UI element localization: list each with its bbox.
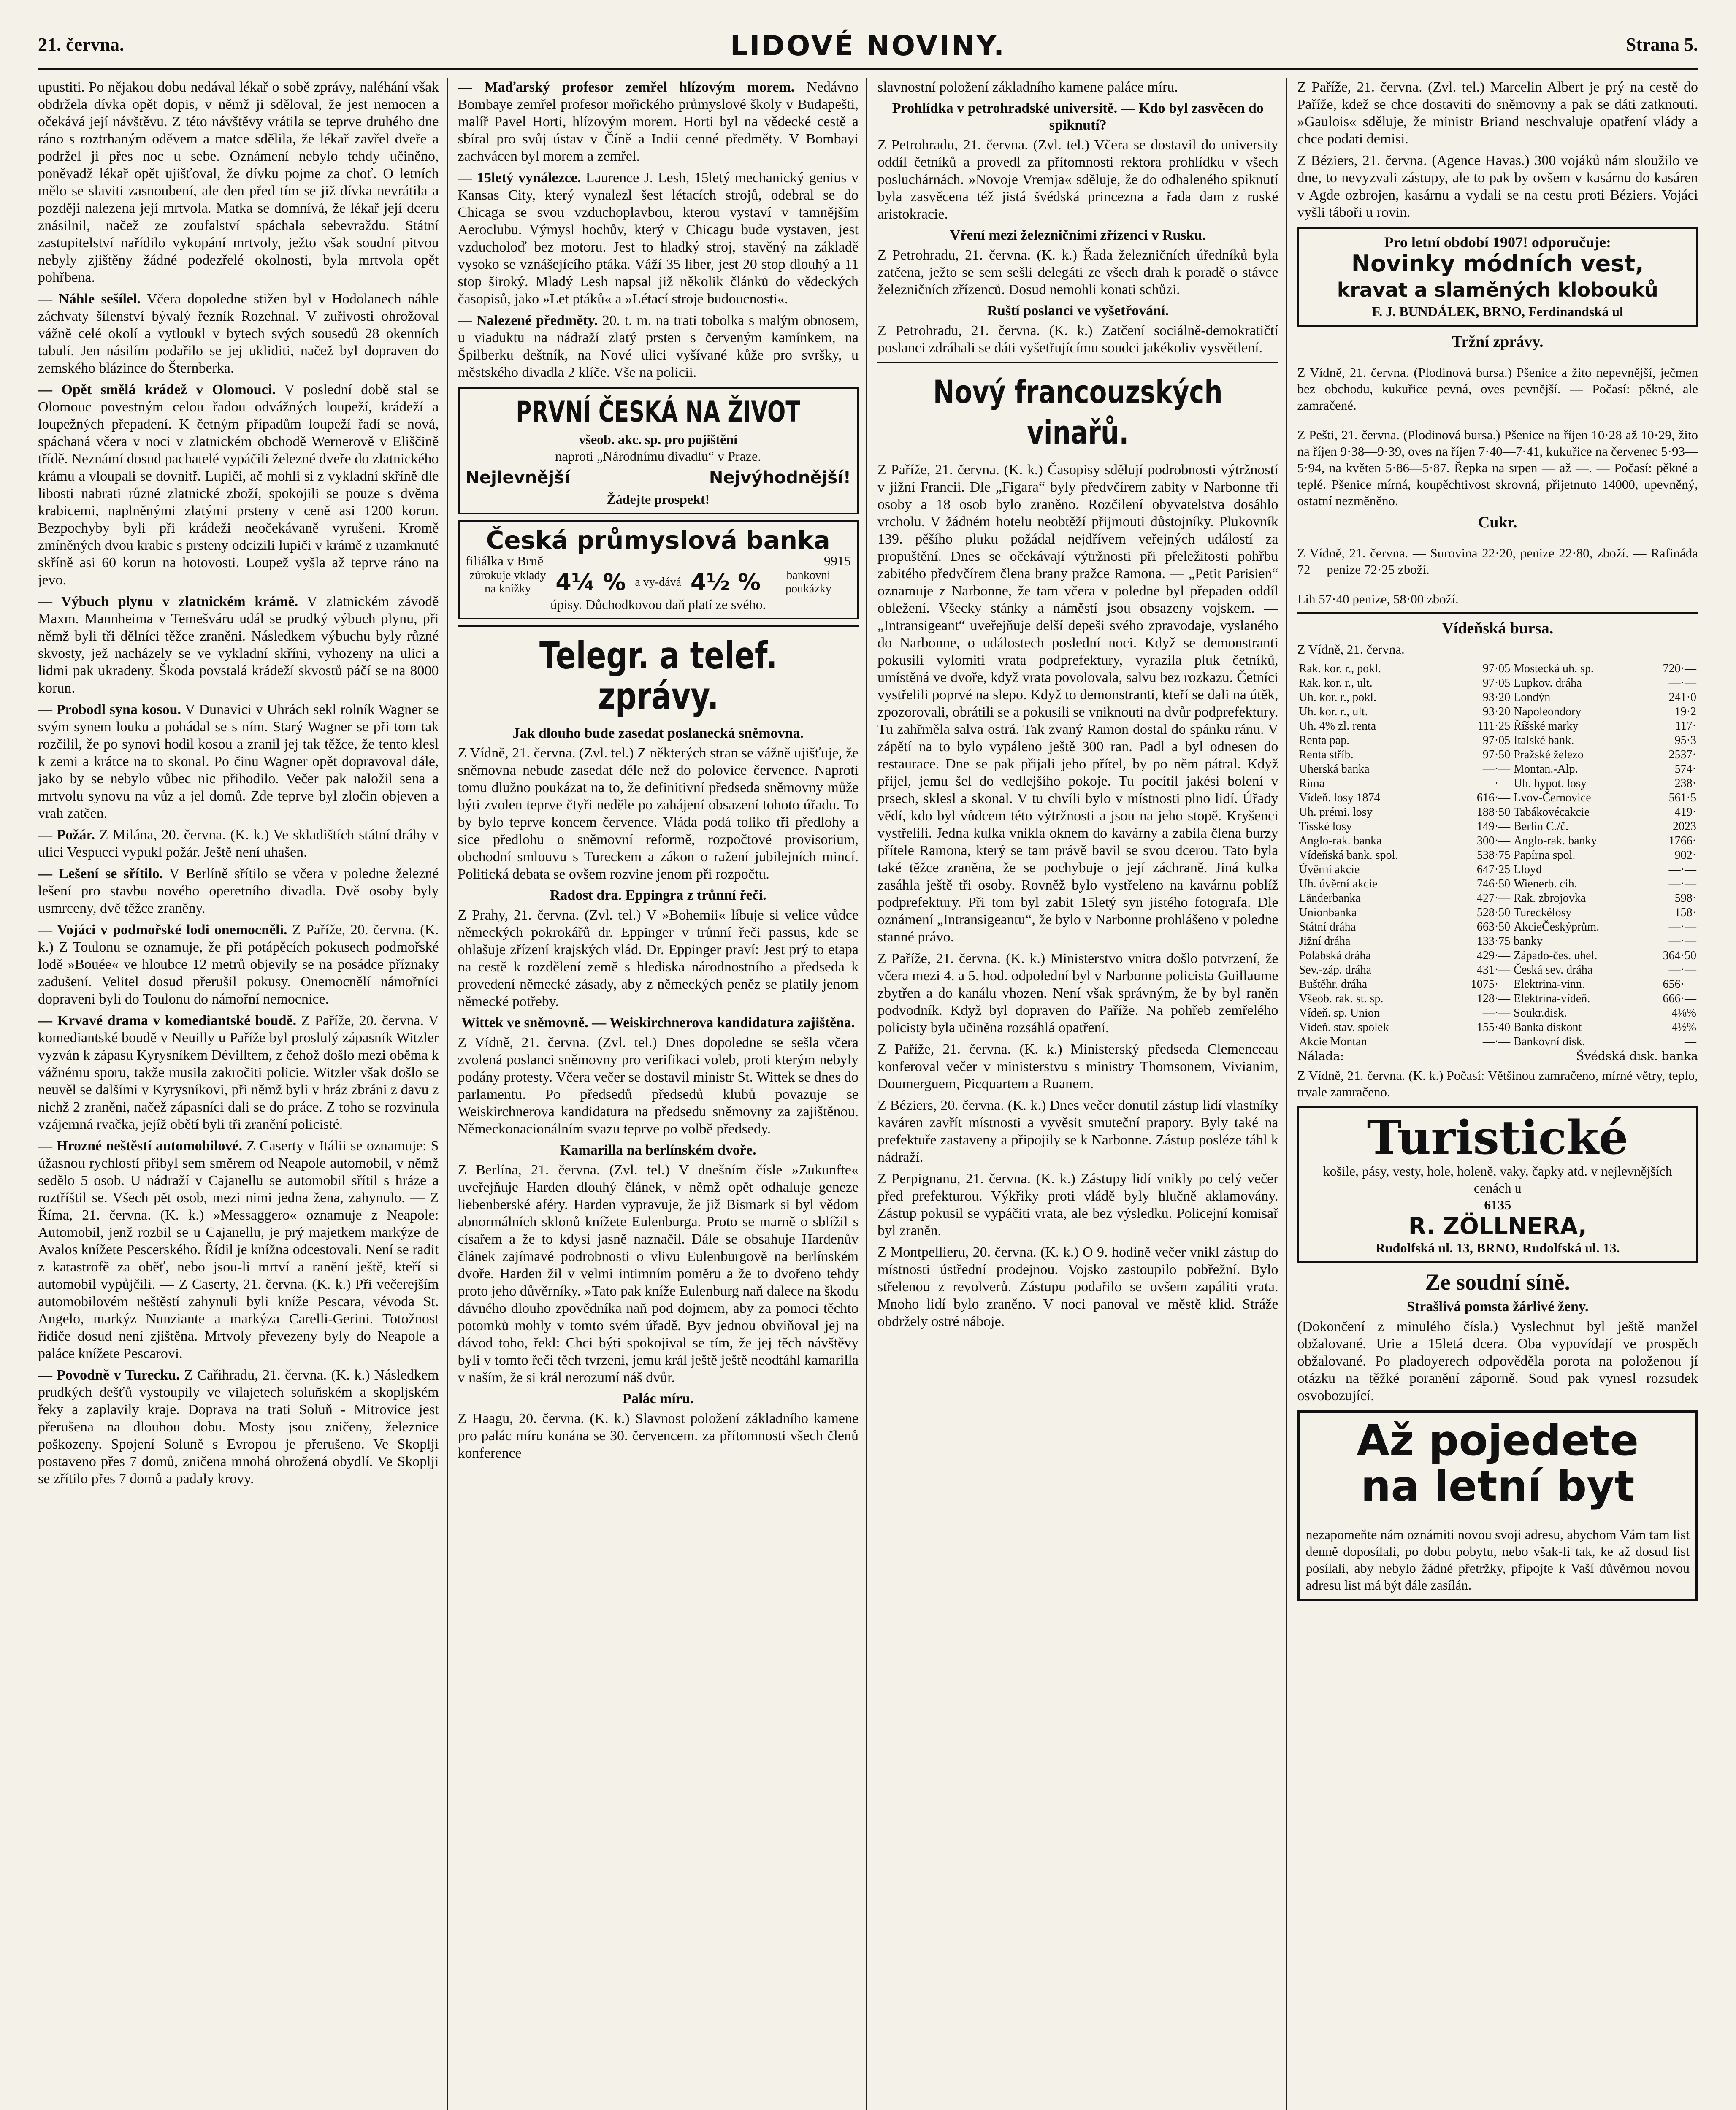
bourse-value: 238·: [1674, 777, 1696, 790]
ad-summer-line2: na letní byt: [1361, 1461, 1635, 1511]
bourse-value: 364·50: [1663, 949, 1696, 962]
bourse-value: 97·50: [1482, 748, 1511, 761]
article: Z Berlína, 21. června. (Zvl. tel.) V dnešním čísle »Zukunfte« uveřejňuje Harden dlouhý článek, v němž opět odhaluje geneze liebenberské aféry. Harden vypravuje, že již Bismark si byl vědom abnormálních sklonů knížete Eulenburga. Proto se marně o sblížil s císařem a že to kdysi jasně naznačil. Dále se obsahuje Hardenův článek zajímavé podrobnosti o vlivu Eulenburgově na berlínském dvoře. Harden žil v velmi intimním poměru a že to dvořeno tehdy proto jeho důvěrníky. »Tato pak kníže Eulenburg naň dalece na škodu dávného dlouho zpovědníka naň pod dojmem, aby za pomoci těchto potomků mohly v tomto svém úřadě. Byv jednou obviňoval jej na dávod toho, řekl: Chci býti spokojival se tím, že jej těch návštěvy byli v tomto řeči těch tvrzeni, jemu král ještě ještě neodtáhl kamarilla v naším, že si král nerozumí náš dvůr.: [458, 1162, 859, 1385]
bourse-value: 574·: [1674, 763, 1696, 776]
bourse-name: Italské bank.: [1514, 734, 1574, 747]
bourse-name: Anglo-rak. banky: [1514, 834, 1597, 847]
article: — Požár. Z Milána, 20. června. (K. k.) Ve skladištích státní dráhy v ulici Vespucci vypukl požár. Ještě není uhašen.: [38, 827, 439, 860]
bourse-row: [1297, 748, 1698, 762]
bourse-value: 188·50: [1476, 806, 1511, 819]
bourse-row: [1297, 1035, 1698, 1049]
divider: [458, 625, 859, 627]
bourse-name: Anglo-rak. banka: [1299, 834, 1382, 847]
article: — Maďarský profesor zemřel hlízovým morem. Nedávno Bombaye zemřel profesor mořického průmyslové školy v Budapešti, malíř Pavel Horti, hlízovým morem. Horti byl na vědecké cestě a sbíral pro svůj ústav v Číně a Indii cenné předměty. V Bombayi zachvácen byl morem a zemřel.: [458, 79, 859, 164]
bourse-value: 902·: [1674, 849, 1696, 862]
bourse-name: Wienerb. cih.: [1514, 877, 1577, 890]
bourse-value: 1766·: [1668, 834, 1696, 847]
bourse-name: Úvěrní akcie: [1299, 863, 1360, 876]
masthead: [38, 30, 1698, 70]
article: — Vojáci v podmořské lodi onemocněli. Z Paříže, 20. června. (K. k.) Z Toulonu se oznamuje, že při potápěcích pokusech podmořské lodě »Bouée« ve hloubce 12 metrů objevily se na posádce příznaky zadušení. Velitel dosud přerušil pokusy. Onemocnělí námořníci dopraveni byli do Toulonu do námořní nemocnice.: [38, 922, 439, 1007]
article: Z Paříže, 21. června. (K. k.) Časopisy sdělují podrobnosti výtržností v jižní Francii. Dle „Figara“ byly předvčírem zabity v Narbonne tři osoby a 18 osob bylo zraněno. Rozčilení obyvatelstva dosáhlo vrcholu. V žádném hotelu neobtěží přijmouti důstojníky. Plukovník 139. pěšího pluku požádal nejdřívem veřejných událostí za propuštění. Dnes se očekávají výtržnosti při přeležitosti pohřbu zabitého předvčírem člena brany pražce Ramona. — „Petit Parisien“ oznamuje z Narbonne, že tam včera v poledne byl přepaden oddíl obležení. Všecky stánky a náměstí jsou obsazeny vojskem. — „Intransigeant“ uveřejňuje delší depeši svého zpravodaje, vyslaného do Narbonne, o událostech poslední noci. Když se demonstranti pokusili vylomiti vrata podprefektury, vyrazila pluk četníků, umístěná ve dvoře, když vrata povolovala, salvu bez rozkazu. Četníci vystřelili poprvé na slepo. Když to demonstranti, kteří se dali na útěk, zpozorovali, obrátili se a pokusili se vniknouti na dvůr podprefektury. Tu zahřměla salva ostrá. Tak zvaný Ramon dostal do spánku ránu. V zápětí na to bylo vypáleno ještě 300 ran. Padl a byl odnesen do restaurace. Dne se pak přijali jeho přítel, by po něm pátral. Když přijel, jemu šel do vedlejšího pokoje. Tu pocítil jakési bolení v prsech, sklesl a skonal. V tu chvíli bylo v místnosti plno lidí. Úřady vědí, kdo byl vůdcem této výtržnosti a jsou na jeho stopě. Kryšenci vystřelili. Jedna kulka vnikla oknem do kavárny a zabila člena burzy přítele Ramona, který se tam právě bavil se svou dcerou. Tato byla také těžce zraněna, že se pochybuje o její záchraně. Jiná kulka zasáhla ještě tři osoby. Rovněž bylo vystřeleno na kavárnu poblíž podprefektury. Při tom byl zabit 15letý syn jistého fotografa. Dle oznámení „Intransigeantu“, že bylo v Narbonne prohlášeno v poledne stanné právo.: [877, 462, 1278, 945]
ad-tourist-items: košile, pásy, vesty, hole, holeně, vaky, čapky atd. v nejlevnějších cenách u: [1323, 1163, 1672, 1196]
ad-insurance-cta: Žádejte prospekt!: [607, 492, 710, 507]
article: Z Paříže, 21. června. (Zvl. tel.) Marcelin Albert je prý na cestě do Paříže, kdež se chce dostaviti do sněmovny a pak se dáti zatknouti. »Gaulois« sděluje, že ministr Briand neschvaluje opatření vlády a chce podati demisi.: [1297, 79, 1698, 147]
article: Z Petrohradu, 21. června. (K. k.) Řada železničních úředníků byla zatčena, ježto se sem sešli delegáti ze všech drah k poradě o stávce železničních zřízenců. Dosud nemohli konati schůzi.: [877, 247, 1278, 298]
bourse-row: [1297, 719, 1698, 733]
ad-insurance-side: všeob. akc. sp. pro pojištění: [579, 432, 737, 447]
bourse-value: —·—: [1668, 877, 1696, 890]
bourse-name: Sev.-záp. dráha: [1299, 963, 1372, 977]
court-subtitle: Strašlivá pomsta žárlivé ženy.: [1406, 1299, 1589, 1315]
bourse-name: Polabská dráha: [1299, 949, 1371, 962]
bourse-row: [1297, 676, 1698, 690]
article-heading: Prohlídka v petrohradské universitě. — Kdo byl zasvěcen do spiknutí?: [892, 100, 1264, 133]
bourse-row: [1297, 791, 1698, 805]
bourse-footer: Nálada: Švédská disk. banka: [1297, 1049, 1698, 1063]
column-1: [38, 78, 448, 2110]
bourse-value: —·—: [1668, 676, 1696, 690]
ad-bank: [458, 520, 859, 619]
markets-title: Tržní zprávy.: [1452, 333, 1544, 351]
ad-bank-middle: a vy-dává: [635, 576, 682, 589]
bourse-name: Rak. zbrojovka: [1514, 892, 1586, 905]
bourse-value: 19·2: [1674, 705, 1696, 718]
bourse-name: Uh. hypot. losy: [1514, 777, 1587, 790]
bourse-value: 97·05: [1482, 662, 1511, 675]
bourse-value: 616·—: [1476, 791, 1511, 804]
bourse-name: Rak. kor. r., ult.: [1299, 676, 1373, 690]
bourse-name: banky: [1514, 935, 1543, 948]
weather-report: Z Vídně, 21. června. (K. k.) Počasí: Většinou zamračeno, mírné větry, teplo, trvale zamračeno.: [1297, 1068, 1698, 1099]
article: slavnostní položení základního kamene paláce míru.: [877, 79, 1178, 95]
bourse-row: [1297, 863, 1698, 877]
ad-bank-branch: filiálka v Brně: [465, 553, 544, 568]
court-article: (Dokončení z minulého čísla.) Vyslechnut byl ještě manžel obžalované. Urie a 15letá dcera. Oba vypovídají ve prospěch obžalované. Po pladoyerech odpověděla porota na položenou jí otázku na těžké poranění záporně. Soud pak vynesl rozsudek osvobozující.: [1297, 1319, 1698, 1404]
article: Z Petrohradu, 21. června. (Zvl. tel.) Včera se dostavil do university oddíl četníků a provedl za přítomnosti rektora prohlídku v všech posluchárnách. »Novoje Vremja« sděluje, že do odhaleného spiknutí byla zasvěcena též jistá švédská princezna a řada dam z ruské aristokracie.: [877, 137, 1278, 222]
bourse-name: Renta stříb.: [1299, 748, 1354, 761]
bourse-value: 93·20: [1482, 691, 1511, 704]
market-report: Z Vídně, 21. června. (Plodinová bursa.) Pšenice a žito nepevnější, ječmen bez obchodu, kukuřice pevná, oves pevnější. — Počasí: pěkné, ale zamračené.: [1297, 365, 1698, 413]
masthead-title: LIDOVÉ NOVINY.: [730, 30, 1006, 62]
bourse-value: 4½%: [1671, 1021, 1696, 1034]
bourse-row: [1297, 891, 1698, 906]
article-heading: Kamarilla na berlínském dvoře.: [560, 1142, 756, 1158]
bourse-name: Londýn: [1514, 691, 1551, 704]
bourse-value: 133·75: [1476, 935, 1511, 948]
ad-bank-title: Česká průmyslová banka: [486, 526, 830, 555]
bourse-name: Vídeň. sp. Union: [1299, 1006, 1380, 1020]
article: Z Béziers, 21. června. (Agence Havas.) 300 vojáků nám sloužilo ve dne, to nevyzvali zástupy, ale to pak by ovšem v kasárnu do kasáren v Agde ozbrojen, kasárnu a vydali se na cestu proti Béziers. Vojáci vyšli táboři u rovin.: [1297, 153, 1698, 220]
article: upustiti. Po nějakou dobu nedával lékař o sobě zprávy, naléhání však obdržela dívka opět dopis, v němž ji sděloval, že jest nemocen a očekává její návštěvu. Z této návštěvy vrátila se teprve druhého dne ráno s roztrhaným oděvem a matce sdělila, že lékař zavřel dveře a podržel ji přes noc u sebe. Oznámení nebylo tehdy učiněno, poněvadž lékař opět ujišťoval, že dívku pojme za choť. O letních mělo se slaviti zasnoubení, ale den před tím se již dívka nevrátila a později nalezena její mrtvola. Matka se domnívá, že lékař její dceru znásilnil, načež ze zoufalství spáchala sebevraždu. Státní zastupitelství nařídilo vykopání mrtvoly, ježto však soudní pitvou nebyly zjištěny žádné podezřelé okolnosti, byla mrtvola opět pohřbena.: [38, 79, 439, 285]
divider: [1297, 612, 1698, 614]
divider: [877, 362, 1278, 363]
article: Z Paříže, 21. června. (K. k.) Ministerstvo vnitra došlo potvrzení, že včera mezi 4. a 5. hod. odpolední byl v Narbonne policista Guillaume zbytřen a do kanálu vhozen. Není však správným, že by byl raněn podvodník. Když byl dopraven do Paříže. Na pohřeb zemřelého policisty byla učiněna rozsáhlá opatření.: [877, 951, 1278, 1036]
bourse-value: 431·—: [1476, 963, 1511, 977]
bourse-row: [1297, 733, 1698, 748]
article: Z Haagu, 20. června. (K. k.) Slavnost položení základního kamene pro palác míru konána se 30. červencem. za přítomnosti všech členů konference: [458, 1411, 859, 1461]
ad-insurance-title: PRVNÍ ČESKÁ NA ŽIVOT: [516, 395, 801, 429]
bourse-row: [1297, 848, 1698, 863]
article: — 15letý vynálezce. Laurence J. Lesh, 15letý mechanický genius v Kansas City, který vynalezl šest létacích strojů, odebral se do Chicaga se svou vzduchoplavbou, kterou vystaví v tamnějším Aeroclubu. Výmysl hochův, který v Chicagu bude vystaven, jest vzducholoď bez motoru. Jest to hladký stroj, stavěný na základě vysoko se vznášejícího ptáka. Váží 35 liber, jest 20 stop dlouhý a 11 stop široký. Mladý Lesh napsal již několik článků do vědeckých časopisů, jako »Let ptáků« a »Létací stroje budoucnosti«.: [458, 170, 859, 307]
bourse-row: [1297, 906, 1698, 920]
ad-tourist: [1297, 1106, 1698, 1263]
article-heading: Palác míru.: [623, 1391, 694, 1407]
ad-summer-text: nezapomeňte nám oznámiti novou svoji adresu, abychom Vám tam list denně doposílali, po dobu pobytu, nebo však-li tak, ke až dosud list posílali, aby nebylo žádné přetržky, připojte k Vaší důvěrnou novou adresu list má být dále zasílán.: [1305, 1527, 1690, 1593]
bourse-value: 300·—: [1476, 834, 1511, 847]
telegram-section-title: Telegr. a telef. zprávy.: [539, 634, 777, 718]
ad-bank-rate-right: 4½ %: [690, 569, 761, 595]
bourse-row: [1297, 977, 1698, 992]
court-title: Ze soudní síně.: [1425, 1269, 1571, 1295]
ad-bank-left: zúrokuje vklady na knížky: [469, 569, 546, 595]
bourse-value: —·—: [1668, 963, 1696, 977]
bourse-value: 656·—: [1663, 978, 1696, 991]
bourse-row: [1297, 662, 1698, 676]
bourse-name: AkcieČeskýprům.: [1514, 920, 1600, 933]
bourse-value: —·—: [1482, 763, 1511, 776]
ad-fashion-line1: Novinky módních vest,: [1351, 250, 1644, 277]
bourse-value: —·—: [1668, 920, 1696, 933]
bourse-row: [1297, 877, 1698, 891]
ad-tourist-address: Rudolfská ul. 13, BRNO, Rudolfská ul. 13.: [1375, 1240, 1620, 1255]
bourse-value: 128·—: [1476, 992, 1511, 1005]
article: Z Prahy, 21. června. (Zvl. tel.) V »Bohemii« líbuje si velice vůdce německých pokrokářů dr. Eppinger v trůnní řeči passus, kde se ohlašuje zřízení krajských vlád. Dr. Eppinger praví: Jest prý to etapa na cestě k rozdělení země s hlediska národnostního a předseda k provedení německé zásady, aby z německých peněz se platily jenom německé potřeby.: [458, 907, 859, 1009]
ad-insurance-claim-left: Nejlevnější: [465, 468, 570, 487]
bourse-value: 663·50: [1476, 920, 1511, 933]
article: — Lešení se sřítilo. V Berlíně sřítilo se včera v poledne železné lešení pro stavbu nového operetního divadla. Dvě osoby byly usmrceny, dvě těžce zraněny.: [38, 866, 439, 916]
bourse-name: Elektrina-vinn.: [1514, 978, 1585, 991]
bourse-name: Všeob. rak. st. sp.: [1299, 992, 1384, 1005]
bourse-row: [1297, 762, 1698, 776]
bourse-name: Lloyd: [1514, 863, 1542, 876]
bourse-value: 746·50: [1476, 877, 1511, 890]
bourse-value: 111·25: [1477, 720, 1511, 733]
bourse-name: Uh. prémi. losy: [1299, 806, 1373, 819]
ad-summer: [1297, 1410, 1698, 1601]
bourse-subtitle: Z Vídně, 21. června.: [1297, 642, 1405, 657]
bourse-name: Akcie Montan: [1299, 1035, 1367, 1048]
article: — Opět smělá krádež v Olomouci. V poslední době stal se Olomouc povestným celou řadou odvážných loupeží, krádeží a loupežných přepadení. K četným případům loupeží řadí se nová, spáchaná včera v noci v zlatnickém obchodě Wernerově v Eliščině třídě. Neznámí dosud pachatelé vypáčili železné dveře do zlatnického krámu a vloupali se dovnitř. Lupiči, ač mohli si z vykladní skříně dle libosti nabrati různé zlatnické zboží, spokojili se pouze s dvěma krabicemi, naplněnými zlatými prsteny v ceně asi 1200 korun. Bezpochyby byli při krádeži neočekávaně vyrušeni. Kromě zmíněných dvou krabic s prsteny odcizili lupiči v krámě z uzamknuté skříně asi 60 korun na hotovosti. Loupež vyšla až teprve ráno na jevo.: [38, 382, 439, 588]
bourse-value: 598·: [1674, 892, 1696, 905]
bourse-name: Länderbanka: [1299, 892, 1361, 905]
ad-fashion-firm: F. J. BUNDÁLEK, BRNO, Ferdinandská ul: [1372, 304, 1623, 319]
column-4: [1297, 78, 1698, 2110]
bourse-title: Vídeňská bursa.: [1442, 619, 1554, 637]
article: — Náhle sešílel. Včera dopoledne stižen byl v Hodolanech náhle záchvaty šílenství bývalý řezník Rozehnal. V zuřivosti ohrožoval vážně celé okolí a vytloukl v bytech svých sousedů 28 okenních tabulí. Jen násilím podařilo se jej ukliditi, načež byl dopraven do zemského blázince do Šternberka.: [38, 291, 439, 376]
bourse-row: [1297, 805, 1698, 820]
ad-summer-line1: Až pojedete: [1357, 1416, 1639, 1465]
bourse-name: Lvov-Černovice: [1514, 791, 1591, 804]
bourse-name: Rak. kor. r., pokl.: [1299, 662, 1381, 675]
bourse-value: 97·05: [1482, 734, 1511, 747]
sugar-title: Cukr.: [1478, 514, 1517, 531]
bourse-row: [1297, 934, 1698, 949]
bourse-name: Tabákovécakcie: [1514, 806, 1590, 819]
masthead-page-number: Strana 5.: [1625, 34, 1698, 55]
bourse-value: 538·75: [1476, 849, 1511, 862]
article: Z Petrohradu, 21. června. (K. k.) Zatčení sociálně-demokratičtí poslanci zdráhali se dáti vyšetřujícímu soudci jakékoliv vysvětlení.: [877, 323, 1278, 356]
market-report: Z Pešti, 21. června. (Plodinová bursa.) Pšenice na říjen 10·28 až 10·29, žito na říjen 9·38—9·39, oves na říjen 7·40—7·41, kukuřice na červenec 5·93—5·94, na květen 5·86—5·87. Řepka na srpen — až —. — Počasí: pěkné a teplé. Pšenice mírná, koupěchtivost skrovná, přijetnuto 14000, upevněný, ostatní nezměněno.: [1297, 427, 1698, 508]
article-heading: Radost dra. Eppingra z trůnní řeči.: [550, 887, 766, 903]
bourse-name: Vídeň. stav. spolek: [1299, 1021, 1389, 1034]
article-heading: Jak dlouho bude zasedat poslanecká sněmovna.: [512, 725, 804, 741]
article: Z Montpellieru, 20. června. (K. k.) O 9. hodině večer vnikl zástup do místnosti ústřední prodejnou. Vojsko zastoupilo pobřežní. Bylo střelenou z revolverů. Zástupu podařilo se ovšem zapáliti vrata. Mnoho lidí bylo zraněno. V noci panoval ve městě klid. Stráže obdržely ostré náboje.: [877, 1244, 1278, 1329]
bourse-table: [1297, 662, 1698, 1049]
masthead-date: 21. června.: [38, 34, 125, 55]
france-section-title: Nový francouzských vinařů.: [933, 373, 1223, 451]
bourse-value: 149·—: [1476, 820, 1511, 833]
bourse-value: 155·40: [1476, 1021, 1511, 1034]
bourse-name: Tureckélosy: [1514, 906, 1572, 919]
bourse-value: 2537·: [1668, 748, 1696, 761]
bourse-value: 647·25: [1476, 863, 1511, 876]
bourse-name: Uh. 4% zl. renta: [1299, 720, 1376, 733]
bourse-name: Papírna spol.: [1514, 849, 1576, 862]
bourse-value: 528·50: [1476, 906, 1511, 919]
ad-tourist-title: Turistické: [1367, 1110, 1628, 1165]
bourse-value: 158·: [1674, 906, 1696, 919]
bourse-value: 93·20: [1482, 705, 1511, 718]
bourse-name: Česká sev. dráha: [1514, 963, 1593, 977]
bourse-value: —·—: [1668, 935, 1696, 948]
article: Z Perpignanu, 21. června. (K. k.) Zástupy lidí vnikly po celý večer před prefekturou. Výkřiky proti vládě byly hlučně aklamovány. Zástup pokusil se vypáčiti vrata, ale bez výsledku. Policejní komisař byl zraněn.: [877, 1171, 1278, 1239]
bourse-row: [1297, 1020, 1698, 1035]
article: — Povodně v Turecku. Z Cařihradu, 21. června. (K. k.) Následkem prudkých dešťů vystoupily ve vilajetech soluňském a skopljském řeky a zaplavily kraje. Doprava na trati Soluň - Mitrovice jest přerušena na dlouhou dobu. Mosty jsou zničeny, železnice poškozeny. Spojení Soluně s Evropou je přerušeno. Ve Skoplji postaveno přes 7 domů, zničena mnohá ohrožená obydlí. Ve Skoplji se zřítilo přes 7 domů a padaly krovy.: [38, 1367, 439, 1487]
bourse-row: [1297, 963, 1698, 977]
article: — Krvavé drama v komediantské boudě. Z Paříže, 20. června. V komediantské boudě v Neuilly u Paříže byl proslulý zápasník Witzler vyzván k zápasu Kyrysníkem Dévilltem, z čehož došlo mezi oběma k vážnému sporu, takže musila zakročiti policie. Witzler však došlo se neuvěl se dalšími v Kyrysníkovi, při němž byli v hráz zbráni z davu z nichž 2 zraněni, načež zápasníci dali se do práce. Z toho se rozvinula vzájemná rvačka, jejíž obětí byli tři zranění policisté.: [38, 1013, 439, 1132]
ad-bank-rate-left: 4¼ %: [555, 569, 626, 595]
bourse-name: Státní dráha: [1299, 920, 1356, 933]
bourse-name: Uh. úvěrní akcie: [1299, 877, 1378, 890]
bourse-row: [1297, 834, 1698, 848]
article: — Nalezené předměty. 20. t. m. na trati tobolka s malým obnosem, u viaduktu na nádraží zlatý prsten s červeným kamínkem, na Špilberku deštník, na Nové ulici vyšívané kůže pro svršky, u městského divadla 2 klíče. Vše na policii.: [458, 313, 859, 380]
bourse-value: —: [1685, 1035, 1696, 1048]
ad-insurance-claim-right: Nejvýhodnější!: [709, 468, 851, 487]
bourse-name: Vídeňská bank. spol.: [1299, 849, 1398, 862]
article: Z Paříže, 21. června. (K. k.) Ministerský předseda Clemenceau konferoval večer v ministerstvu s ministry Thomsonem, Vivianim, Doumerguem, Picquartem a Ruanem.: [877, 1041, 1278, 1092]
ad-bank-right: bankovní poukázky: [785, 569, 831, 595]
bourse-value: 429·—: [1476, 949, 1511, 962]
bourse-row: [1297, 705, 1698, 719]
article: Z Vídně, 21. června. (Zvl. tel.) Dnes dopoledne se sešla včera zvolená poslanci sněmovny pro verifikaci voleb, proti kterým nebyly podány protesty. Včera večer se dostavil ministr St. Wittek se dnes do parlamentu. Po předsedů předsedů klubů povazuje se Weiskirchnerova kandidatura na předsedu sněmovny za zajištěnou. Německonacionálním svazu teprve po volbě předsedy.: [458, 1035, 859, 1137]
bourse-row: [1297, 920, 1698, 934]
bourse-value: —·—: [1482, 1035, 1511, 1048]
column-2: [458, 78, 868, 2110]
bourse-value: —·—: [1482, 1006, 1511, 1020]
bourse-value: 561·5: [1668, 791, 1696, 804]
bourse-value: 666·—: [1663, 992, 1696, 1005]
bourse-name: Západo-čes. uhel.: [1514, 949, 1598, 962]
article: — Probodl syna kosou. V Dunavici v Uhrách sekl rolník Wagner se svým synem louku a pohádal se s ním. Starý Wagner se při tom tak rozčilil, že po synovi hodil kosou a zranil jej tak těžce, že tento klesl k zemi a krátce na to skonal. Po činu Wagner opět dopravoval dále, jako by se nebylo vůbec nic přihodilo. Večer pak naložil sena a mrtvolu synovu na vůz a jel domů. Zde teprve byl zločin objeven a vrah zatčen.: [38, 702, 439, 821]
bourse-value: 2023: [1673, 820, 1696, 833]
bourse-name: Rima: [1299, 777, 1325, 790]
bourse-value: —·—: [1668, 863, 1696, 876]
bourse-row: [1297, 1006, 1698, 1020]
ad-tourist-firm: R. ZÖLLNERA,: [1408, 1213, 1587, 1239]
bourse-name: Soukr.disk.: [1514, 1006, 1567, 1020]
bourse-name: Napoleondory: [1514, 705, 1582, 718]
bourse-name: Lupkov. dráha: [1514, 676, 1582, 690]
columns: [38, 78, 1698, 2110]
market-report: Lih 57·40 penize, 58·00 zboží.: [1297, 592, 1459, 606]
article-heading: Ruští poslanci ve vyšetřování.: [987, 303, 1169, 319]
bourse-row: [1297, 949, 1698, 963]
bourse-name: Pražské železo: [1514, 748, 1584, 761]
ad-bank-code: 9915: [824, 553, 851, 568]
ad-fashion-headline: Pro letní období 1907! odporučuje:: [1384, 234, 1611, 251]
bourse-name: Vídeň. losy 1874: [1299, 791, 1380, 804]
bourse-row: [1297, 690, 1698, 705]
bourse-name: Unionbanka: [1299, 906, 1357, 919]
ad-insurance-address: naproti „Národnímu divadlu“ v Praze.: [555, 449, 761, 464]
bourse-name: Uh. kor. r., ult.: [1299, 705, 1368, 718]
bourse-value: 720·—: [1663, 662, 1696, 675]
bourse-name: Uherská banka: [1299, 763, 1370, 776]
ad-tourist-code: 6135: [1484, 1197, 1511, 1212]
bourse-name: Renta pap.: [1299, 734, 1350, 747]
bourse-name: Uh. kor. r., pokl.: [1299, 691, 1377, 704]
ad-fashion-line2: kravat a slaměných klobouků: [1337, 279, 1658, 301]
article: Z Vídně, 21. června. (Zvl. tel.) Z některých stran se vážně ujišťuje, že sněmovna nebude zasedat déle než do polovice července. Naproti tomu dlužno poukázat na to, že definitivní předseda sněmovny může býti zvolen teprve čtyři neděle po zahájení obsazení tohoto úřadu. To by bylo teprve koncem července. Vláda podá toliko tři předlohy a sice předlohu o sněmovní reformě, rozpočtové provisorium, obchodní smlouvu s Tureckem a zákon o ražení jubilejních mincí. Politická debata se ovšem rozvine jenom při rozpočtu.: [458, 745, 859, 882]
bourse-name: Tisské losy: [1299, 820, 1352, 833]
bourse-name: Buštěhr. dráha: [1299, 978, 1368, 991]
bourse-value: 117·: [1675, 720, 1696, 733]
bourse-value: 95·3: [1674, 734, 1696, 747]
article-heading: Wittek ve sněmovně. — Weiskirchnerova kandidatura zajištěna.: [461, 1015, 855, 1031]
bourse-value: 241·0: [1668, 691, 1696, 704]
bourse-value: —·—: [1482, 777, 1511, 790]
bourse-value: 4⅛%: [1671, 1006, 1696, 1020]
bourse-name: Elektrina-vídeň.: [1514, 992, 1590, 1005]
article: — Hrozné neštěstí automobilové. Z Caserty v Itálii se oznamuje: S úžasnou rychlostí přibyl sem směrem od Neapole automobil, v němž sedělo 5 osob. U nádraží v Cajanellu se automobil sřítil s hráze a roztříštil se. Všech pět osob, mezi nimi jedna žena, zahynulo. — Z Říma, 21. června. (K. k.) »Messaggero« oznamuje z Neapole: Automobil, jenž rozbil se u Cajanellu, je prý majetkem markýze de Avalos knížete Pescerského. Řídil je knížna odcestovali. Není se radit z katastrofě za oběť, nebo jsou-li mrtví a ranění ještě, kteří si automobil vypůjčili. — Z Caserty, 21. června. (K. k.) Při večerejším automobilovém neštěstí zahynuli byli kníže Pescara, vévoda St. Angelo, markýz Nunziante a markýza Carelli-Gerini. Totožnost řidiče dosud není zjištěna. Mrtvoly převezeny byly do Neapole a paláce knížete Pescarovi.: [38, 1138, 439, 1361]
article: Z Béziers, 20. června. (K. k.) Dnes večer donutil zástup lidí vlastníky kaváren zavřít místnosti a vyvěsit smuteční prapory. Byly také na prefektuře zastaveny a připojily se k Narbonne. Zástup posléze táhl k nádraží.: [877, 1098, 1278, 1165]
bourse-row: [1297, 992, 1698, 1006]
bourse-row: [1297, 820, 1698, 834]
bourse-value: 427·—: [1476, 892, 1511, 905]
bourse-name: Berlín C./č.: [1514, 820, 1569, 833]
ad-fashion: [1297, 227, 1698, 327]
ad-bank-note: úpisy. Důchodkovou daň platí ze svého.: [550, 597, 766, 612]
market-report: Z Vídně, 21. června. — Surovina 22·20, penize 22·80, zboží. — Rafináda 72— penize 72·25 zboží.: [1297, 546, 1698, 577]
bourse-name: Banka diskont: [1514, 1021, 1582, 1034]
bourse-name: Jižní dráha: [1299, 935, 1351, 948]
bourse-name: Montan.-Alp.: [1514, 763, 1578, 776]
ad-insurance: [458, 387, 859, 514]
article: — Výbuch plynu v zlatnickém krámě. V zlatnickém závodě Maxm. Mannheima v Temešváru udál se prudký výbuch plynu, při němž byli tři dělníci těžce zraněni. Následkem výbuchu byly různé skvosty, jež nacházely se ve vykladní skříni, vyhozeny na ulici a lidmi pak ukradeny. Škoda povstalá krádeží skvostů páčí se na 8000 korun.: [38, 594, 439, 696]
bourse-value: 419·: [1674, 806, 1696, 819]
bourse-value: 1075·—: [1471, 978, 1511, 991]
bourse-name: Mostecká uh. sp.: [1514, 662, 1594, 675]
bourse-row: [1297, 776, 1698, 791]
bourse-name: Bankovní disk.: [1514, 1035, 1585, 1048]
article-heading: Vření mezi železničními zřízenci v Rusku.: [950, 227, 1206, 243]
bourse-name: Říšské marky: [1514, 720, 1579, 733]
column-3: [877, 78, 1287, 2110]
bourse-value: 97·05: [1482, 676, 1511, 690]
